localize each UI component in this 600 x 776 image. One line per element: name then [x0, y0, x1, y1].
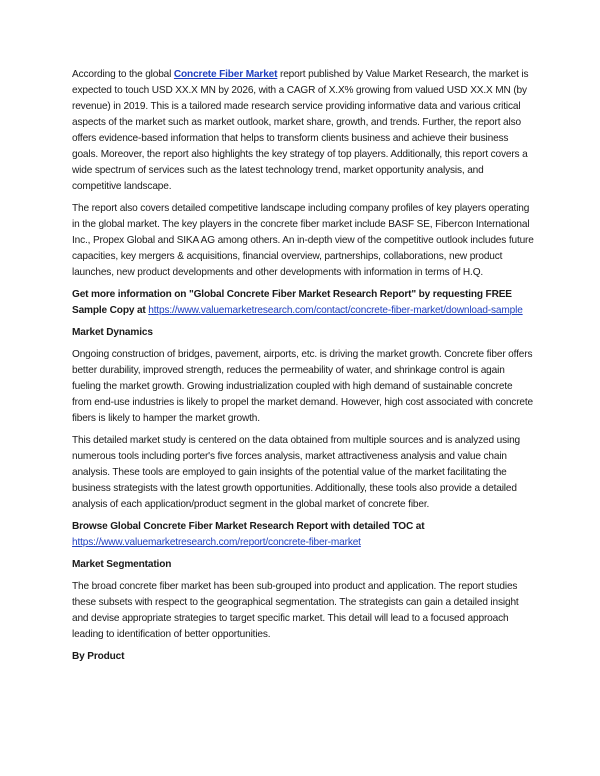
dynamics-paragraph-2: This detailed market study is centered on the data obtained from multiple sources and is analyzed using numerous tools including porter's five forces analysis, market attractiveness analysis and value chain analysis. These tools are employed to gain insights of the potential value of the market facilitating the business strategists with the latest growth opportunities. Additionally, these tools also provide a detailed analysis of each application/product segment in the global market of concrete fiber. [72, 435, 521, 510]
segmentation-paragraph: The broad concrete fiber market has been sub-grouped into product and application. The report studies these subsets with respect to the geographical segmentation. The strategists can gain a detailed insight and devise appropriate strategies to target specific market. This detail will lead to a focused approach leading to identification of better opportunities. [72, 581, 519, 640]
toc-section [72, 519, 534, 551]
by-product-heading: By Product [72, 651, 125, 662]
dynamics-paragraph-1: Ongoing construction of bridges, pavement, airports, etc. is driving the market growth. Concrete fiber offers better durability, improved strength, reduces the permeability of water, and shrinkage control is again fueling the market growth. Growing industrialization coupled with high demand of sustainable concrete from end-use industries is likely to propel the market demand. However, high cost associated with concrete fibers is likely to hamper the market growth. [72, 349, 533, 424]
intro-text: According to the global [72, 69, 174, 80]
market-dynamics-heading: Market Dynamics [72, 327, 153, 338]
market-segmentation-heading: Market Segmentation [72, 559, 172, 570]
sample-request [72, 287, 534, 319]
sample-link[interactable]: https://www.valuemarketresearch.com/contact/concrete-fiber-market/download-sample [148, 305, 523, 316]
toc-text: Browse Global Concrete Fiber Market Research Report with detailed TOC at [72, 521, 425, 532]
toc-link[interactable]: https://www.valuemarketresearch.com/report/concrete-fiber-market [72, 537, 361, 548]
document-page [72, 67, 534, 671]
sample-text: Get more information on "Global Concrete Fiber Market Research Report" by requesting FREE Sample Copy at [72, 289, 512, 316]
concrete-fiber-market-link[interactable]: Concrete Fiber Market [173, 69, 278, 80]
competitive-paragraph: The report also covers detailed competitive landscape including company profiles of key players operating in the global market. The key players in the concrete fiber market include BASF SE, Fibercon International Inc., Propex Global and SIKA AG among others. An in-depth view of the competitive outlook includes future capacities, key mergers & acquisitions, financial overview, partnerships, collaborations, new product launches, new product developments and other developments with information in terms of H.Q. [72, 203, 534, 278]
intro-text-cont: report published by Value Market Research, the market is expected to touch USD XX.X MN by 2026, with a CAGR of X.X% growing from valued USD XX.X MN (by revenue) in 2019. This is a tailored made research service providing informative data and various critical aspects of the market such as market outlook, market share, growth, and trends. Further, the report also offers evidence-based information that helps to transform clients business and achieve their business goals. Moreover, the report also highlights the key strategy of top players. Additionally, this report covers a wide spectrum of services such as the latest technology trend, market opportunity analysis, and competitive landscape. [72, 69, 529, 192]
intro-paragraph [72, 67, 534, 195]
